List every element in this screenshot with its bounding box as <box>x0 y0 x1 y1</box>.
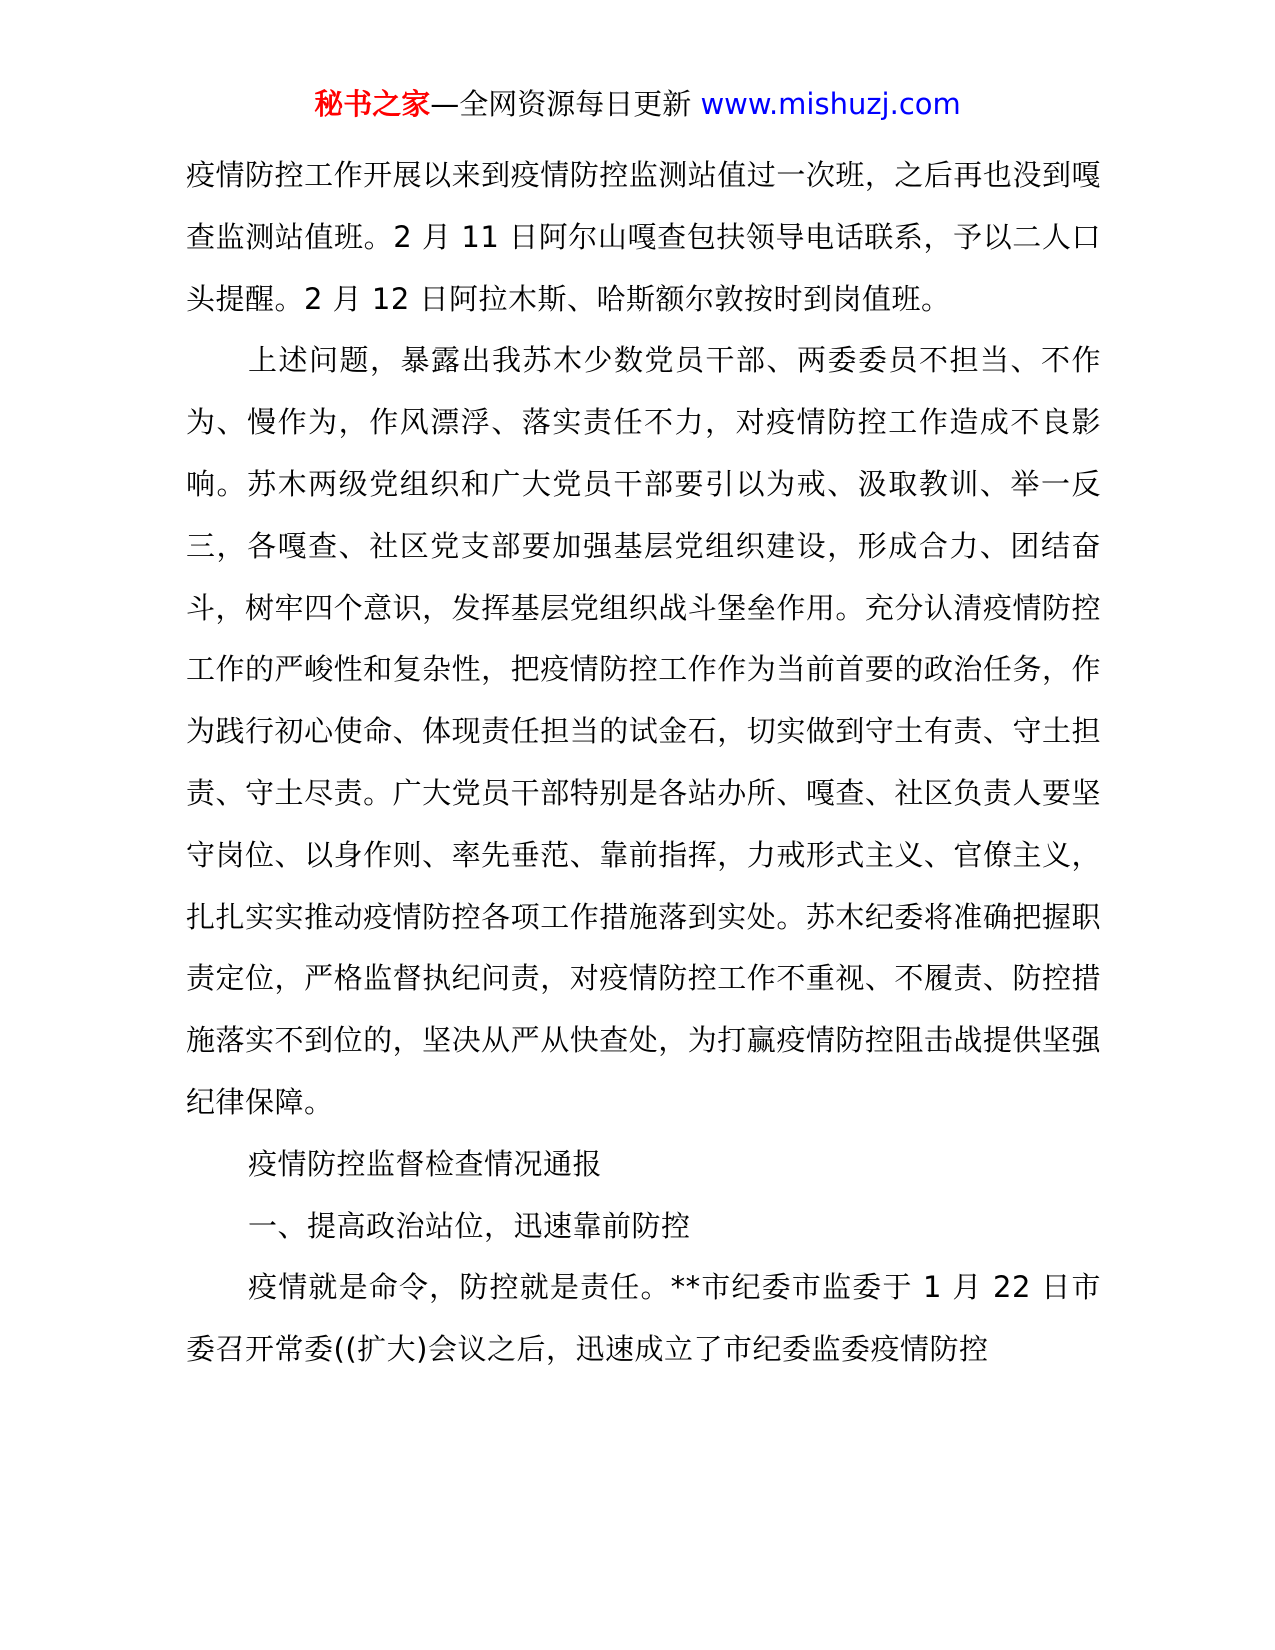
paragraph-continuation: 疫情防控工作开展以来到疫情防控监测站值过一次班，之后再也没到嘎查监测站值班。2 月 11 日阿尔山嘎查包扶领导电话联系，予以二人口头提醒。2 月 12 日阿拉木斯、哈斯额尔敦按时到岗值班。 <box>186 158 1101 316</box>
paragraph-section-1: 疫情就是命令，防控就是责任。**市纪委市监委于 1 月 22 日市委召开常委((扩大)会议之后，迅速成立了市纪委监委疫情防控 <box>186 1270 1101 1367</box>
section-title: 疫情防控监督检查情况通报 <box>248 1146 603 1181</box>
section-heading-1: 一、提高政治站位，迅速靠前防控 <box>248 1208 691 1243</box>
page-header <box>0 84 1275 124</box>
site-url-link[interactable]: www.mishuzj.com <box>700 87 961 121</box>
site-tagline: —全网资源每日更新 <box>430 87 701 121</box>
site-brand: 秘书之家 <box>314 87 431 121</box>
document-body <box>186 145 1101 1381</box>
paragraph-problem-analysis: 上述问题，暴露出我苏木少数党员干部、两委委员不担当、不作为、慢作为，作风漂浮、落实责任不力，对疫情防控工作造成不良影响。苏木两级党组织和广大党员干部要引以为戒、汲取教训、举一反三，各嘎查、社区党支部要加强基层党组织建设，形成合力、团结奋斗，树牢四个意识，发挥基层党组织战斗堡垒作用。充分认清疫情防控工作的严峻性和复杂性，把疫情防控工作作为当前首要的政治任务，作为践行初心使命、体现责任担当的试金石，切实做到守土有责、守土担责、守土尽责。广大党员干部特别是各站办所、嘎查、社区负责人要坚守岗位、以身作则、率先垂范、靠前指挥，力戒形式主义、官僚主义，扎扎实实推动疫情防控各项工作措施落到实处。苏木纪委将准确把握职责定位，严格监督执纪问责，对疫情防控工作不重视、不履责、防控措施落实不到位的，坚决从严从快查处，为打赢疫情防控阻击战提供坚强纪律保障。 <box>186 343 1101 1119</box>
